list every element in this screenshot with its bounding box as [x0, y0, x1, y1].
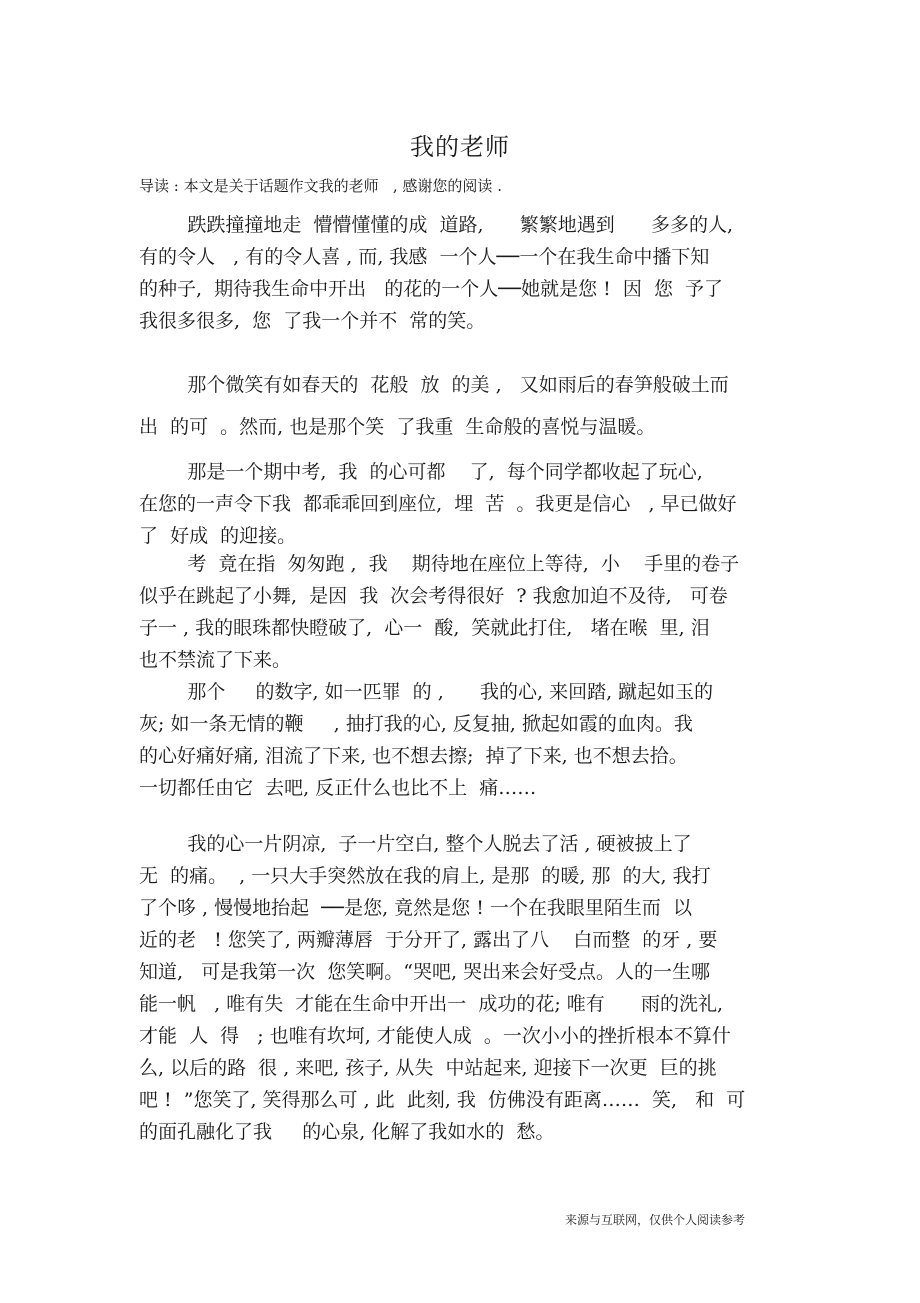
- text-line: 那是一个期中考, 我 的心可都 了, 每个同学都收起了玩心,: [139, 461, 703, 483]
- text-line: 了 好成 的迎接。: [139, 525, 297, 547]
- text-line: 的面孔融化了我 的心泉, 化解了我如水的 愁。: [139, 1121, 555, 1143]
- text-line: 么, 以后的路 很 , 来吧, 孩子, 从失 中站起来, 迎接下一次更 巨的挑: [139, 1057, 717, 1079]
- text-line: 灰; 如一条无情的鞭 , 抽打我的心, 反复抽, 掀起如霞的血肉。我: [139, 713, 693, 735]
- text-line: 那个 的数字, 如一匹罪 的 , 我的心, 来回踏, 蹴起如玉的: [139, 681, 714, 703]
- text-line: 能一帆 , 唯有失 才能在生命中开出一 成功的花; 唯有 雨的洗礼,: [139, 993, 724, 1015]
- text-line: 了个哆 , 慢慢地抬起 ──是您, 竟然是您 ! 一个在我眼里陌生而 以: [139, 897, 692, 919]
- text-line: 的心好痛好痛, 泪流了下来, 也不想去擦; 掉了下来, 也不想去拾。: [139, 745, 688, 767]
- text-line: 似乎在跳起了小舞, 是因 我 次会考得很好 ? 我愈加迫不及待, 可卷: [139, 585, 728, 607]
- text-line: 有的令人 , 有的令人喜 , 而, 我感 一个人──一个在我生命中播下知: [139, 246, 710, 268]
- text-line: 知道, 可是我第一次 您笑啊。“哭吧, 哭出来会好受点。人的一生哪: [139, 961, 711, 983]
- text-line: 一切都任由它 去吧, 反正什么也比不上 痛……: [139, 777, 537, 799]
- text-line: 无 的痛。 , 一只大手突然放在我的肩上, 是那 的暖, 那 的大, 我打: [139, 865, 711, 887]
- paragraph-3: [139, 456, 799, 552]
- paragraph-6: [139, 828, 799, 1148]
- text-line: 我很多很多, 您 了我一个并不 常的笑。: [139, 310, 486, 332]
- text-line: 吧 ! ”您笑了, 笑得那么可 , 此 此刻, 我 仿佛没有距离…… 笑, 和 可: [139, 1089, 746, 1111]
- paragraph-2: [139, 364, 799, 448]
- text-line: 我的心一片阴凉, 子一片空白, 整个人脱去了活 , 硬被披上了: [139, 833, 692, 855]
- text-line: 的种子, 期待我生命中开出 的花的一个人──她就是您 ! 因 您 予了: [139, 278, 724, 300]
- text-line: 也不禁流了下来。: [139, 649, 292, 671]
- paragraph-4: [139, 548, 799, 676]
- footer-note: 来源与互联网，仅供个人阅读参考: [565, 1213, 746, 1227]
- intro-line: 导读 : 本文是关于话题作文我的老师 , 感谢您的阅读 .: [139, 177, 502, 195]
- text-line: 近的老 ! 您笑了, 两瓣薄唇 于分开了, 露出了八 白而整 的牙 , 要: [139, 929, 718, 951]
- paragraph-1: [139, 209, 799, 337]
- paragraph-5: [139, 676, 799, 804]
- text-line: 跌跌撞撞地走 懵懵懂懂的成 道路, 繁繁地遇到 多多的人,: [139, 214, 734, 236]
- text-line: 子一 , 我的眼珠都快瞪破了, 心一 酸, 笑就此打住, 堵在喉 里, 泪: [139, 617, 710, 639]
- text-line: 才能 人 得 ; 也唯有坎坷, 才能使人成 。一次小小的挫折根本不算什: [139, 1025, 731, 1047]
- page-title: 我的老师: [410, 133, 510, 161]
- text-line: 在您的一声令下我 都乖乖回到座位, 埋 苦 。我更是信心 , 早已做好: [139, 493, 737, 515]
- text-line: 那个微笑有如春天的 花般 放 的美 , 又如雨后的春笋般破土而: [139, 374, 729, 396]
- text-line: 出 的可 。然而, 也是那个笑 了我重 生命般的喜悦与温暖。: [139, 416, 656, 438]
- text-line: 考 竟在指 匆匆跑 , 我 期待地在座位上等待, 小 手里的卷子: [139, 553, 740, 575]
